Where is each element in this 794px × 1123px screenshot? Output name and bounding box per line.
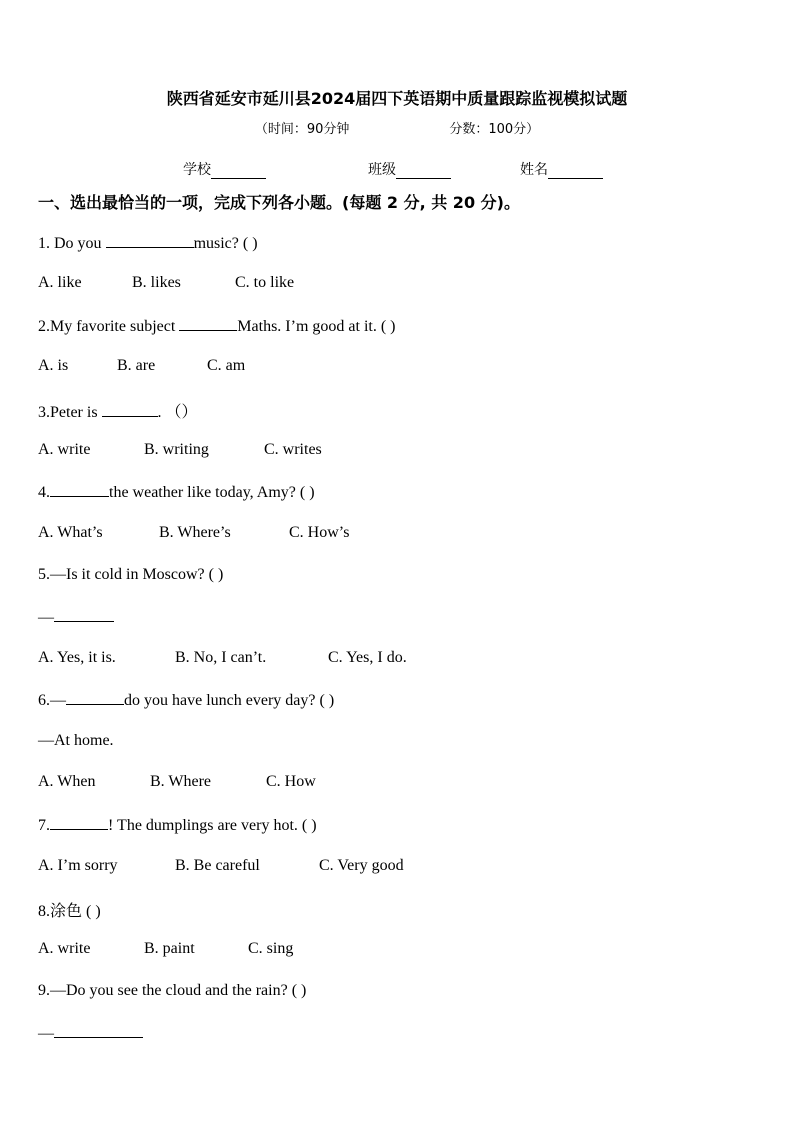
option-c[interactable]: C. Yes, I do. [328,649,407,666]
answer-blank[interactable] [106,233,194,248]
question-7 [38,815,317,835]
question-2 [38,316,396,336]
answer-blank[interactable] [54,1023,143,1038]
option-a[interactable]: A. write [38,441,91,458]
option-c[interactable]: C. Very good [319,857,404,874]
section-heading: 一、选出最恰当的一项，完成下列各小题。(每题 2 分, 共 20 分)。 [38,193,520,212]
question-text: 5.—Is it cold in Moscow? ( ) [38,566,224,583]
question-text: 8.涂色 ( ) [38,903,101,920]
option-a[interactable]: A. is [38,357,69,374]
question-text: 6.— [38,692,66,709]
question-text: music? ( ) [193,235,258,252]
options-5 [38,649,407,667]
option-c[interactable]: C. How [266,773,316,790]
answer-blank[interactable] [50,482,109,497]
option-b[interactable]: B. No, I can’t. [175,649,267,666]
class-blank[interactable] [396,164,451,179]
option-a[interactable]: A. When [38,773,96,790]
option-b[interactable]: B. Be careful [175,857,260,874]
answer-line-5 [38,607,114,627]
school-label: 学校 [183,162,211,178]
option-a[interactable]: A. write [38,940,91,957]
option-a[interactable]: A. like [38,274,82,291]
answer-blank[interactable] [66,690,124,705]
dash: — [38,1025,54,1042]
name-blank[interactable] [548,164,603,179]
answer-text: —At home. [38,732,114,749]
question-text: 2.My favorite subject [38,318,180,335]
question-text: 7. [38,817,50,834]
question-text: ! The dumplings are very hot. ( ) [108,817,317,834]
option-b[interactable]: B. Where’s [159,524,231,541]
option-a[interactable]: A. I’m sorry [38,857,118,874]
option-b[interactable]: B. are [117,357,156,374]
option-b[interactable]: B. Where [150,773,212,790]
answer-blank[interactable] [50,815,108,830]
answer-line-6 [38,732,114,750]
class-label: 班级 [368,162,396,178]
name-label: 姓名 [520,162,548,178]
question-text: 9.—Do you see the cloud and the rain? ( ) [38,982,307,999]
exam-subtitle [0,118,794,137]
answer-line-9 [38,1023,143,1043]
answer-blank[interactable] [179,316,237,331]
option-c[interactable]: C. How’s [289,524,350,541]
answer-blank[interactable] [102,402,158,417]
question-4 [38,482,315,502]
options-1 [38,274,294,292]
option-c[interactable]: C. writes [264,441,322,458]
question-text: . （） [157,404,198,421]
option-b[interactable]: B. writing [144,441,209,458]
question-6 [38,690,334,710]
option-a[interactable]: A. Yes, it is. [38,649,116,666]
options-4 [38,524,349,542]
exam-title: 陕西省延安市延川县2024届四下英语期中质量跟踪监视模拟试题 [166,89,628,108]
option-a[interactable]: A. What’s [38,524,103,541]
options-6 [38,773,316,791]
option-c[interactable]: C. to like [235,274,295,291]
dash: — [38,609,54,626]
school-blank[interactable] [211,164,266,179]
option-c[interactable]: C. sing [248,940,294,957]
question-text: Maths. I’m good at it. ( ) [237,318,396,335]
answer-blank[interactable] [54,607,114,622]
question-8 [38,898,101,921]
options-7 [38,857,404,875]
question-text: 3.Peter is [38,404,102,421]
options-2 [38,357,245,375]
option-b[interactable]: B. likes [132,274,181,291]
exam-time: （时间：90分钟 [254,122,350,137]
question-5 [38,566,223,584]
school-field [183,159,266,179]
question-1 [38,233,258,253]
options-3 [38,441,322,459]
option-b[interactable]: B. paint [144,940,195,957]
options-8 [38,940,293,958]
option-c[interactable]: C. am [207,357,246,374]
exam-score: 分数：100分） [449,122,540,137]
question-text: 4. [38,484,50,501]
question-text: the weather like today, Amy? ( ) [109,484,315,501]
question-3 [38,399,198,422]
question-text: do you have lunch every day? ( ) [124,692,335,709]
name-field [520,159,603,179]
class-field [368,159,451,179]
question-9 [38,982,306,1000]
question-text: 1. Do you [38,235,106,252]
